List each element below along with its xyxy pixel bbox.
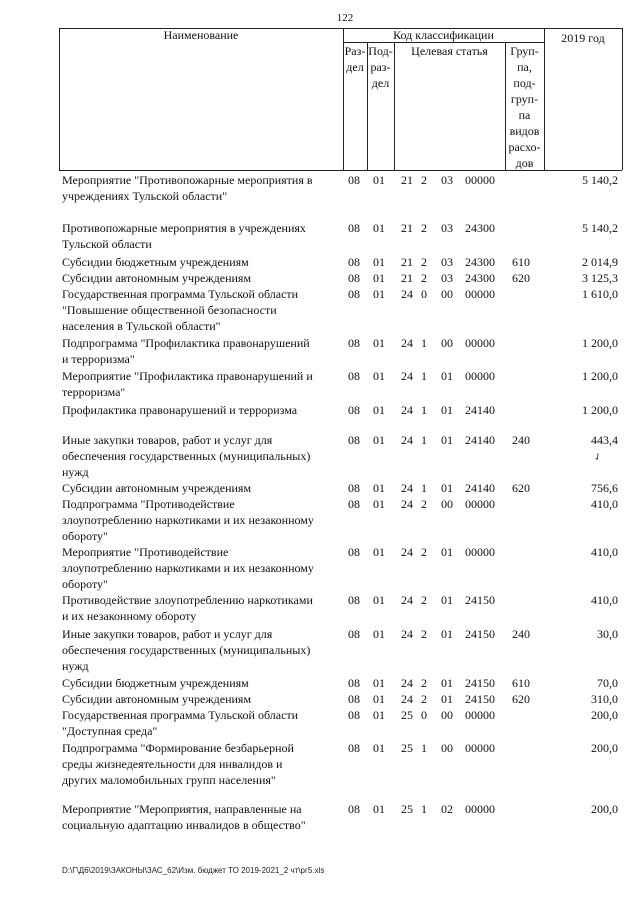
code-target-d: 24150	[465, 676, 495, 690]
row-name-line: обороту"	[62, 529, 108, 543]
code-razdel: 08	[348, 802, 360, 816]
code-target-a: 24	[401, 433, 413, 447]
code-target-a: 24	[401, 403, 413, 417]
row-name-line: Противодействие злоупотреблению наркотиками	[62, 593, 313, 607]
amount-2019: 3 125,3	[582, 271, 618, 285]
code-razdel: 08	[348, 481, 360, 495]
row-name-line: Мероприятие "Мероприятия, направленные на	[62, 802, 302, 816]
code-target-d: 24150	[465, 692, 495, 706]
code-target-c: 01	[441, 676, 453, 690]
row-name-line: Субсидии бюджетным учреждениям	[62, 255, 249, 269]
header-vid-line: дов	[515, 156, 534, 170]
amount-2019: 1 610,0	[582, 287, 618, 301]
code-target-b: 2	[421, 271, 427, 285]
row-name-line: обеспечения государственных (муниципальных)	[62, 449, 311, 463]
row-name	[62, 626, 340, 674]
code-razdel: 08	[348, 336, 360, 350]
row-name-line: Подпрограмма "Противодействие	[62, 497, 235, 511]
row-name	[62, 368, 340, 400]
row-name-line: Иные закупки товаров, работ и услуг для	[62, 627, 273, 641]
code-target-a: 24	[401, 287, 413, 301]
row-name-line: социальную адаптацию инвалидов в общество"	[62, 818, 306, 832]
header-podrazdel-line: Под-	[368, 44, 393, 58]
code-target-c: 01	[441, 369, 453, 383]
code-expense-type: 240	[512, 627, 530, 641]
row-name	[62, 675, 340, 691]
page-number: 122	[336, 12, 354, 24]
code-target-a: 21	[401, 271, 413, 285]
row-name-line: Субсидии автономным учреждениям	[62, 271, 252, 285]
row-name-line: Мероприятие "Профилактика правонарушений и	[62, 369, 313, 383]
row-name-line: обороту"	[62, 577, 108, 591]
row-name	[62, 691, 340, 707]
code-razdel: 08	[348, 627, 360, 641]
code-target-c: 02	[441, 802, 453, 816]
header-podrazdel-line: раз-	[370, 60, 391, 74]
row-name-line: Мероприятие "Противопожарные мероприятия в	[62, 173, 313, 187]
row-name	[62, 254, 340, 270]
amount-2019: 443,4	[591, 433, 618, 447]
code-podrazdel: 01	[373, 287, 385, 301]
code-target-a: 24	[401, 336, 413, 350]
code-target-d: 00000	[465, 369, 495, 383]
code-razdel: 08	[348, 287, 360, 301]
code-target-c: 03	[441, 173, 453, 187]
code-target-d: 24140	[465, 433, 495, 447]
code-podrazdel: 01	[373, 433, 385, 447]
header-vid-line: груп-	[510, 92, 539, 106]
header-vid-line: расхо-	[508, 140, 541, 154]
code-target-c: 00	[441, 497, 453, 511]
header-vid-line: Груп-	[510, 44, 539, 58]
code-expense-type: 620	[512, 692, 530, 706]
code-target-a: 24	[401, 369, 413, 383]
code-razdel: 08	[348, 741, 360, 755]
row-name-line: терроризма"	[62, 385, 126, 399]
table-header	[59, 28, 622, 170]
row-name	[62, 480, 340, 496]
row-name	[62, 592, 340, 624]
code-expense-type: 610	[512, 676, 530, 690]
row-name-line: учреждениях Тульской области"	[62, 189, 228, 203]
code-target-a: 25	[401, 741, 413, 755]
code-target-d: 00000	[465, 708, 495, 722]
code-target-c: 00	[441, 287, 453, 301]
header-podrazdel-line: дел	[371, 76, 390, 90]
code-target-b: 0	[421, 708, 427, 722]
row-name	[62, 432, 340, 480]
code-target-d: 00000	[465, 287, 495, 301]
code-target-b: 1	[421, 802, 427, 816]
row-name	[62, 544, 340, 592]
amount-2019: 200,0	[591, 741, 618, 755]
code-target-b: 2	[421, 593, 427, 607]
header-razdel-line: Раз-	[344, 44, 366, 58]
code-target-d: 00000	[465, 497, 495, 511]
header-year: 2019 год	[561, 31, 605, 45]
code-target-b: 2	[421, 497, 427, 511]
code-target-a: 24	[401, 545, 413, 559]
code-podrazdel: 01	[373, 708, 385, 722]
code-target-c: 01	[441, 692, 453, 706]
header-name: Наименование	[163, 28, 239, 42]
code-target-a: 21	[401, 255, 413, 269]
row-name-line: Подпрограмма "Формирование безбарьерной	[62, 741, 294, 755]
code-target-a: 24	[401, 593, 413, 607]
code-target-b: 2	[421, 676, 427, 690]
code-target-d: 24300	[465, 255, 495, 269]
header-vid-line: па,	[517, 60, 532, 74]
row-name-line: Субсидии автономным учреждениям	[62, 481, 252, 495]
row-name-line: Тульской области	[62, 237, 152, 251]
code-razdel: 08	[348, 173, 360, 187]
code-target-d: 24300	[465, 271, 495, 285]
code-target-a: 25	[401, 802, 413, 816]
row-name-line: населения в Тульской области"	[62, 319, 221, 333]
code-target-a: 24	[401, 497, 413, 511]
header-vid-line: видов	[509, 124, 540, 138]
amount-2019: 70,0	[597, 676, 618, 690]
row-name-line: Противопожарные мероприятия в учреждениях	[62, 221, 306, 235]
code-expense-type: 240	[512, 433, 530, 447]
code-target-c: 00	[441, 336, 453, 350]
row-name-line: злоупотреблению наркотиками и их незаконному	[62, 513, 314, 527]
row-name-line: среды жизнедеятельности для инвалидов и	[62, 757, 283, 771]
row-name-line: Субсидии бюджетным учреждениям	[62, 676, 249, 690]
code-razdel: 08	[348, 221, 360, 235]
code-target-d: 00000	[465, 741, 495, 755]
code-podrazdel: 01	[373, 497, 385, 511]
code-target-b: 2	[421, 255, 427, 269]
code-podrazdel: 01	[373, 802, 385, 816]
code-podrazdel: 01	[373, 676, 385, 690]
amount-2019: 310,0	[591, 692, 618, 706]
row-name-line: "Доступная среда"	[62, 724, 158, 738]
code-target-b: 2	[421, 627, 427, 641]
row-name-line: Государственная программа Тульской области	[62, 708, 299, 722]
code-target-b: 0	[421, 287, 427, 301]
row-name-line: и их незаконному обороту	[62, 609, 197, 623]
row-name-line: "Повышение общественной безопасности	[62, 303, 277, 317]
code-razdel: 08	[348, 403, 360, 417]
code-podrazdel: 01	[373, 255, 385, 269]
code-razdel: 08	[348, 692, 360, 706]
code-podrazdel: 01	[373, 271, 385, 285]
row-name-line: Мероприятие "Противодействие	[62, 545, 229, 559]
header-tselevaya: Целевая статья	[411, 44, 488, 58]
code-podrazdel: 01	[373, 593, 385, 607]
code-razdel: 08	[348, 545, 360, 559]
code-target-d: 00000	[465, 173, 495, 187]
code-target-a: 24	[401, 627, 413, 641]
code-target-c: 01	[441, 433, 453, 447]
amount-2019: 2 014,9	[582, 255, 618, 269]
code-target-c: 03	[441, 221, 453, 235]
code-target-c: 00	[441, 741, 453, 755]
code-podrazdel: 01	[373, 692, 385, 706]
code-razdel: 08	[348, 255, 360, 269]
code-target-c: 01	[441, 593, 453, 607]
code-podrazdel: 01	[373, 741, 385, 755]
code-target-c: 00	[441, 708, 453, 722]
code-podrazdel: 01	[373, 403, 385, 417]
code-target-a: 21	[401, 221, 413, 235]
row-name-line: Профилактика правонарушений и терроризма	[62, 403, 298, 417]
row-name-line: Подпрограмма "Профилактика правонарушений	[62, 336, 310, 350]
header-razdel-line: дел	[346, 60, 364, 74]
row-name-line: нужд	[62, 659, 89, 673]
code-razdel: 08	[348, 271, 360, 285]
code-target-c: 01	[441, 403, 453, 417]
code-expense-type: 620	[512, 271, 530, 285]
amount-2019: 410,0	[591, 593, 618, 607]
code-target-d: 00000	[465, 802, 495, 816]
code-razdel: 08	[348, 708, 360, 722]
code-target-c: 03	[441, 271, 453, 285]
amount-2019: 1 200,0	[582, 369, 618, 383]
code-target-b: 1	[421, 433, 427, 447]
header-vid-line: под-	[513, 76, 536, 90]
code-target-c: 01	[441, 627, 453, 641]
amount-2019: 30,0	[597, 627, 618, 641]
row-name-line: нужд	[62, 465, 89, 479]
header-vid-line: па	[518, 108, 531, 122]
code-target-c: 03	[441, 255, 453, 269]
row-name	[62, 740, 340, 788]
code-target-c: 01	[441, 481, 453, 495]
row-name	[62, 335, 340, 367]
header-vid	[505, 43, 544, 171]
header-podrazdel	[367, 43, 394, 91]
header-code: Код классификации	[393, 28, 494, 42]
code-razdel: 08	[348, 369, 360, 383]
code-razdel: 08	[348, 676, 360, 690]
code-target-b: 2	[421, 692, 427, 706]
amount-2019: 5 140,2	[582, 221, 618, 235]
code-expense-type: 620	[512, 481, 530, 495]
row-name	[62, 172, 340, 204]
row-name	[62, 270, 340, 286]
code-target-b: 2	[421, 545, 427, 559]
file-path-footer: D:\Г\Д6\2019\ЗАКОНЫ\ЗАС_62\Изм. бюджет ТО 2019-2021_2 чт\рг5.xls	[62, 866, 325, 875]
row-name	[62, 402, 340, 418]
code-target-a: 24	[401, 692, 413, 706]
code-target-b: 1	[421, 481, 427, 495]
code-target-b: 2	[421, 221, 427, 235]
code-podrazdel: 01	[373, 627, 385, 641]
amount-2019: 410,0	[591, 545, 618, 559]
code-target-a: 25	[401, 708, 413, 722]
row-name	[62, 220, 340, 252]
code-podrazdel: 01	[373, 173, 385, 187]
code-expense-type: 610	[512, 255, 530, 269]
amount-2019: 410,0	[591, 497, 618, 511]
code-target-b: 1	[421, 403, 427, 417]
code-podrazdel: 01	[373, 369, 385, 383]
row-name-line: Государственная программа Тульской области	[62, 287, 299, 301]
code-target-d: 24140	[465, 481, 495, 495]
row-name	[62, 496, 340, 544]
amount-2019: 1 200,0	[582, 403, 618, 417]
code-target-d: 00000	[465, 336, 495, 350]
code-target-b: 1	[421, 741, 427, 755]
row-name-line: обеспечения государственных (муниципальных)	[62, 643, 311, 657]
code-podrazdel: 01	[373, 545, 385, 559]
code-target-a: 24	[401, 676, 413, 690]
code-target-d: 24300	[465, 221, 495, 235]
amount-2019: 5 140,2	[582, 173, 618, 187]
code-target-d: 00000	[465, 545, 495, 559]
row-name-line: Субсидии автономным учреждениям	[62, 692, 252, 706]
row-name-line: и терроризма"	[62, 352, 135, 366]
row-name-line: злоупотреблению наркотиками и их незаконному	[62, 561, 314, 575]
annotation-mark: ✓	[591, 450, 605, 465]
code-target-a: 21	[401, 173, 413, 187]
row-name	[62, 707, 340, 739]
code-target-b: 1	[421, 336, 427, 350]
row-name-line: Иные закупки товаров, работ и услуг для	[62, 433, 273, 447]
code-target-d: 24150	[465, 593, 495, 607]
amount-2019: 200,0	[591, 802, 618, 816]
code-target-b: 2	[421, 173, 427, 187]
amount-2019: 756,6	[591, 481, 618, 495]
row-name	[62, 286, 340, 334]
code-razdel: 08	[348, 433, 360, 447]
code-target-d: 24140	[465, 403, 495, 417]
code-razdel: 08	[348, 497, 360, 511]
header-razdel	[343, 43, 367, 75]
row-name-line: других маломобильных групп населения"	[62, 773, 276, 787]
row-name	[62, 801, 340, 833]
code-target-a: 24	[401, 481, 413, 495]
code-podrazdel: 01	[373, 481, 385, 495]
amount-2019: 200,0	[591, 708, 618, 722]
code-podrazdel: 01	[373, 221, 385, 235]
code-razdel: 08	[348, 593, 360, 607]
code-target-c: 01	[441, 545, 453, 559]
code-target-d: 24150	[465, 627, 495, 641]
amount-2019: 1 200,0	[582, 336, 618, 350]
code-podrazdel: 01	[373, 336, 385, 350]
code-target-b: 1	[421, 369, 427, 383]
